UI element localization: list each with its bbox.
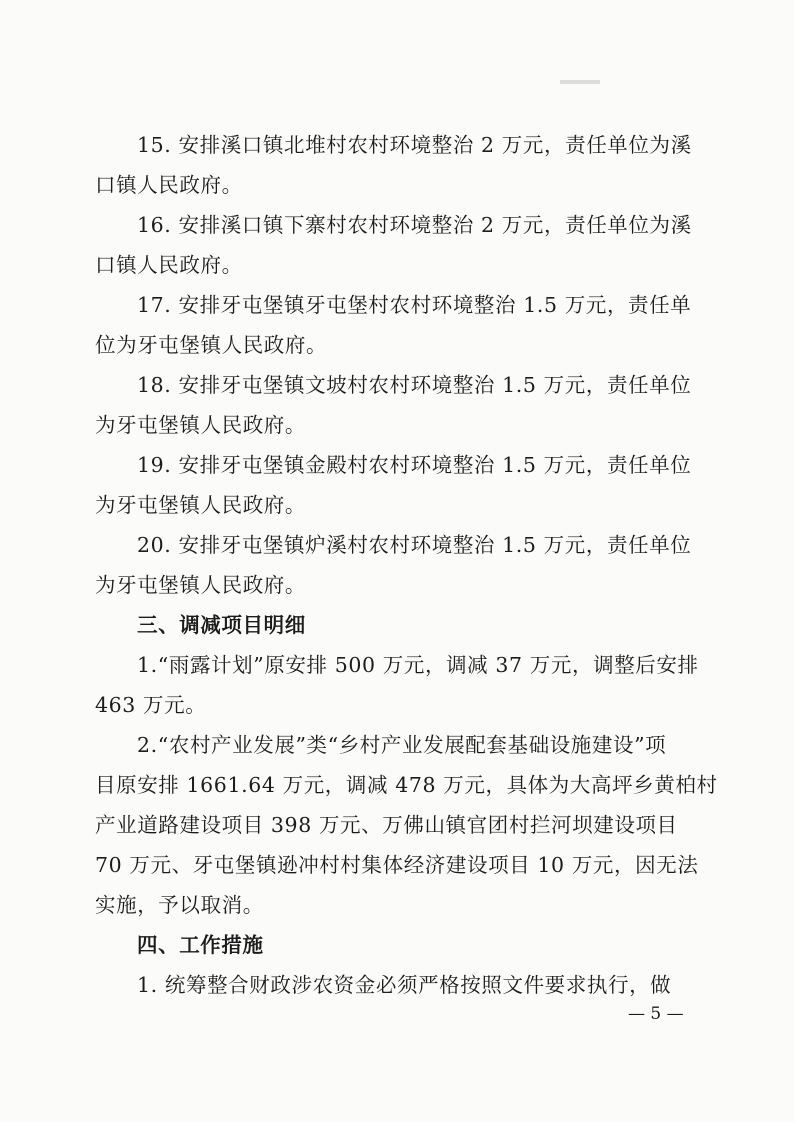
section-3-item-1-line-1: 1.“雨露计划”原安排 500 万元，调减 37 万元，调整后安排 [137,653,699,677]
paragraph-20-line-2: 为牙屯堡镇人民政府。 [95,573,306,597]
paragraph-20-line-1: 20. 安排牙屯堡镇炉溪村农村环境整治 1.5 万元，责任单位 [137,533,692,557]
paragraph-19-line-2: 为牙屯堡镇人民政府。 [95,493,306,517]
paragraph-18-line-1: 18. 安排牙屯堡镇文坡村农村环境整治 1.5 万元，责任单位 [137,373,692,397]
section-3-item-2-line-1: 2.“农村产业发展”类“乡村产业发展配套基础设施建设”项 [137,733,667,757]
section-4-heading: 四、工作措施 [137,933,264,957]
section-3-item-2-line-4: 70 万元、牙屯堡镇逊冲村村集体经济建设项目 10 万元，因无法 [95,853,699,877]
section-4-item-1-line-1: 1. 统筹整合财政涉农资金必须严格按照文件要求执行，做 [137,973,672,997]
paragraph-16-line-2: 口镇人民政府。 [95,253,243,277]
paragraph-15-line-2: 口镇人民政府。 [95,173,243,197]
section-3-item-2-line-3: 产业道路建设项目 398 万元、万佛山镇官团村拦河坝建设项目 [95,813,678,837]
paragraph-19-line-1: 19. 安排牙屯堡镇金殿村农村环境整治 1.5 万元，责任单位 [137,453,692,477]
scan-bleed-mark [560,80,600,84]
paragraph-17-line-2: 位为牙屯堡镇人民政府。 [95,333,328,357]
paragraph-15-line-1: 15. 安排溪口镇北堆村农村环境整治 2 万元，责任单位为溪 [137,133,692,157]
section-3-item-2-line-5: 实施，予以取消。 [95,893,264,917]
section-3-item-1-line-2: 463 万元。 [95,693,207,717]
section-3-item-2-line-2: 目原安排 1661.64 万元，调减 478 万元，具体为大高坪乡黄柏村 [95,773,718,797]
section-3-heading: 三、调减项目明细 [137,613,306,637]
paragraph-17-line-1: 17. 安排牙屯堡镇牙屯堡村农村环境整治 1.5 万元，责任单 [137,293,692,317]
paragraph-18-line-2: 为牙屯堡镇人民政府。 [95,413,306,437]
page-number: — 5 — [628,1004,684,1024]
paragraph-16-line-1: 16. 安排溪口镇下寨村农村环境整治 2 万元，责任单位为溪 [137,213,692,237]
